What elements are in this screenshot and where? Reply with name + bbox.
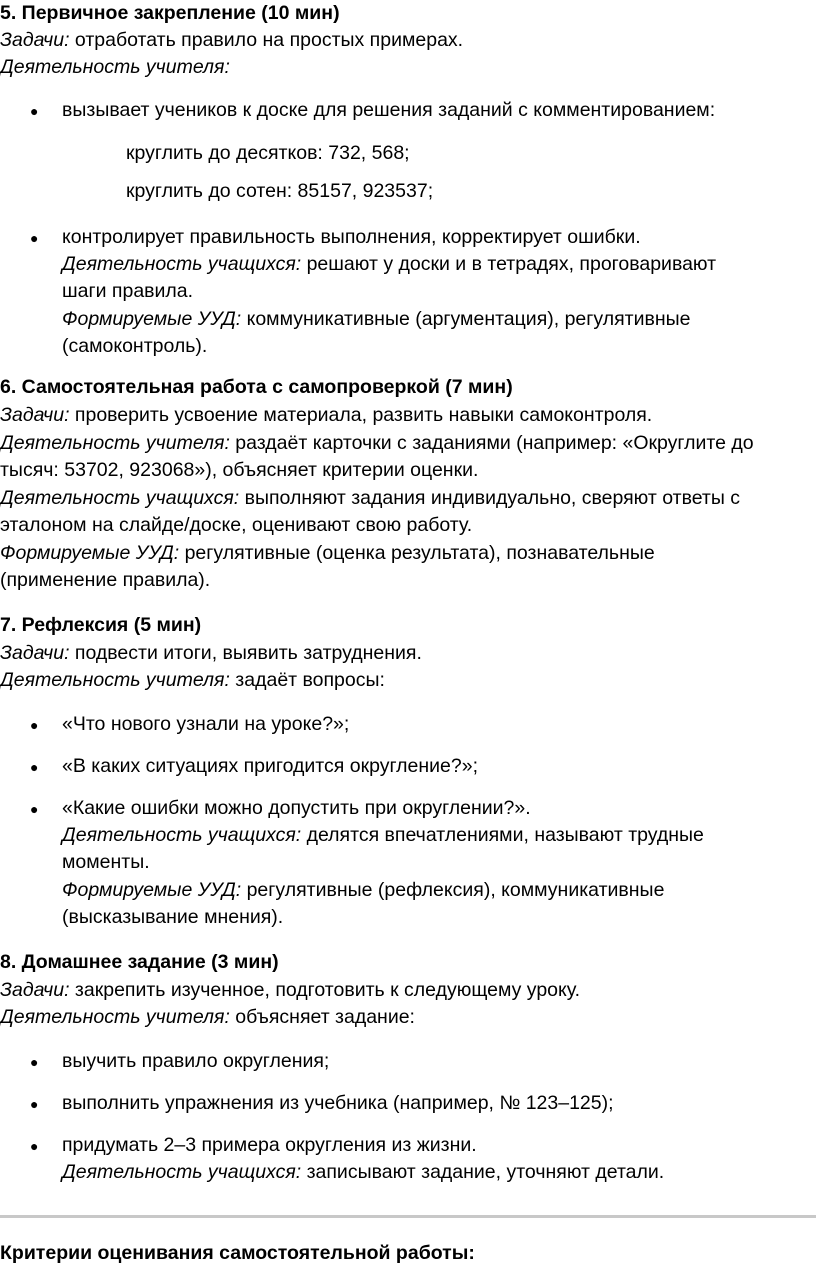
students-text: решают у доски и в тетрадях, проговаривают — [301, 253, 717, 275]
section-5-bullet-2: контролирует правильность выполнения, корректирует ошибки. — [62, 226, 641, 248]
students-label: Деятельность учащихся: — [62, 1161, 302, 1183]
teacher-label: Деятельность учителя: — [0, 1006, 230, 1028]
section-6-students-cont: эталоном на слайде/доске, оценивают свою работу. — [0, 514, 473, 536]
bullet-icon: ● — [30, 717, 39, 733]
section-7-tasks — [0, 640, 422, 667]
section-5-students-cont: шаги правила. — [62, 280, 194, 302]
section-8-bullet-3: придумать 2–3 примера округления из жизни. — [62, 1134, 477, 1156]
criteria-heading: Критерии оценивания самостоятельной работы: — [0, 1242, 475, 1264]
section-6-heading: 6. Самостоятельная работа с самопроверкой (7 мин) — [0, 376, 513, 398]
section-5-teacher-label: Деятельность учителя: — [0, 56, 230, 78]
section-6-teacher-cont: тысяч: 53702, 923068»), объясняет критерии оценки. — [0, 459, 479, 481]
section-5-students — [62, 251, 716, 278]
bullet-icon: ● — [30, 801, 39, 817]
tasks-label: Задачи: — [0, 404, 70, 426]
section-5-heading: 5. Первичное закрепление (10 мин) — [0, 2, 340, 24]
tasks-text: закрепить изученное, подготовить к следующему уроку. — [69, 979, 580, 1001]
section-8-bullet-1: выучить правило округления; — [62, 1050, 330, 1072]
section-7-bullet-2: «В каких ситуациях пригодится округление?»; — [62, 755, 479, 777]
section-6-tasks — [0, 402, 652, 429]
section-7-uud-cont: (высказывание мнения). — [62, 906, 284, 928]
uud-text: коммуникативные (аргументация), регулятивные — [241, 308, 691, 330]
teacher-text: раздаёт карточки с заданиями (например: «Округлите до — [229, 432, 754, 454]
section-6-students — [0, 485, 740, 512]
tasks-text: проверить усвоение материала, развить навыки самоконтроля. — [69, 404, 653, 426]
tasks-text: подвести итоги, выявить затруднения. — [69, 642, 422, 664]
section-6-uud-cont: (применение правила). — [0, 569, 211, 591]
tasks-label: Задачи: — [0, 642, 70, 664]
section-5-sub-2: круглить до сотен: 85157, 923537; — [126, 180, 434, 202]
section-5-uud-cont: (самоконтроль). — [62, 335, 208, 357]
bullet-icon: ● — [30, 230, 39, 246]
bullet-icon: ● — [30, 759, 39, 775]
section-5-bullet-1: вызывает учеников к доске для решения заданий с комментированием: — [62, 99, 716, 121]
section-7-bullet-3: «Какие ошибки можно допустить при округлении?». — [62, 797, 531, 819]
bullet-icon: ● — [30, 103, 39, 119]
bullet-icon: ● — [30, 1138, 39, 1154]
section-6-teacher — [0, 430, 754, 457]
uud-text: регулятивные (рефлексия), коммуникативные — [241, 879, 665, 901]
section-6-uud — [0, 540, 655, 567]
uud-label: Формируемые УУД: — [62, 308, 242, 330]
bullet-icon: ● — [30, 1054, 39, 1070]
section-5-tasks — [0, 27, 463, 54]
teacher-label: Деятельность учителя: — [0, 432, 230, 454]
section-7-uud — [62, 877, 664, 904]
bullet-icon: ● — [30, 1096, 39, 1112]
uud-label: Формируемые УУД: — [0, 542, 180, 564]
uud-label: Формируемые УУД: — [62, 879, 242, 901]
teacher-text: задаёт вопросы: — [229, 669, 385, 691]
horizontal-divider — [0, 1215, 816, 1218]
section-8-tasks — [0, 977, 580, 1004]
section-8-teacher — [0, 1004, 415, 1031]
students-label: Деятельность учащихся: — [0, 487, 240, 509]
section-7-heading: 7. Рефлексия (5 мин) — [0, 614, 202, 636]
students-label: Деятельность учащихся: — [62, 253, 302, 275]
section-8-students — [62, 1159, 664, 1186]
section-7-bullet-1: «Что нового узнали на уроке?»; — [62, 713, 350, 735]
section-8-bullet-2: выполнить упражнения из учебника (например, № 123–125); — [62, 1092, 614, 1114]
teacher-text: объясняет задание: — [229, 1006, 415, 1028]
section-5-uud — [62, 306, 690, 333]
section-7-students-cont: моменты. — [62, 851, 150, 873]
uud-text: регулятивные (оценка результата), познавательные — [179, 542, 655, 564]
section-5-sub-1: круглить до десятков: 732, 568; — [126, 142, 410, 164]
tasks-text: отработать правило на простых примерах. — [69, 29, 464, 51]
section-7-teacher — [0, 667, 385, 694]
students-text: записывают задание, уточняют детали. — [301, 1161, 665, 1183]
section-7-students — [62, 822, 704, 849]
tasks-label: Задачи: — [0, 29, 70, 51]
students-label: Деятельность учащихся: — [62, 824, 302, 846]
students-text: выполняют задания индивидуально, сверяют ответы с — [239, 487, 741, 509]
students-text: делятся впечатлениями, называют трудные — [301, 824, 704, 846]
teacher-label: Деятельность учителя: — [0, 669, 230, 691]
section-8-heading: 8. Домашнее задание (3 мин) — [0, 951, 279, 973]
tasks-label: Задачи: — [0, 979, 70, 1001]
